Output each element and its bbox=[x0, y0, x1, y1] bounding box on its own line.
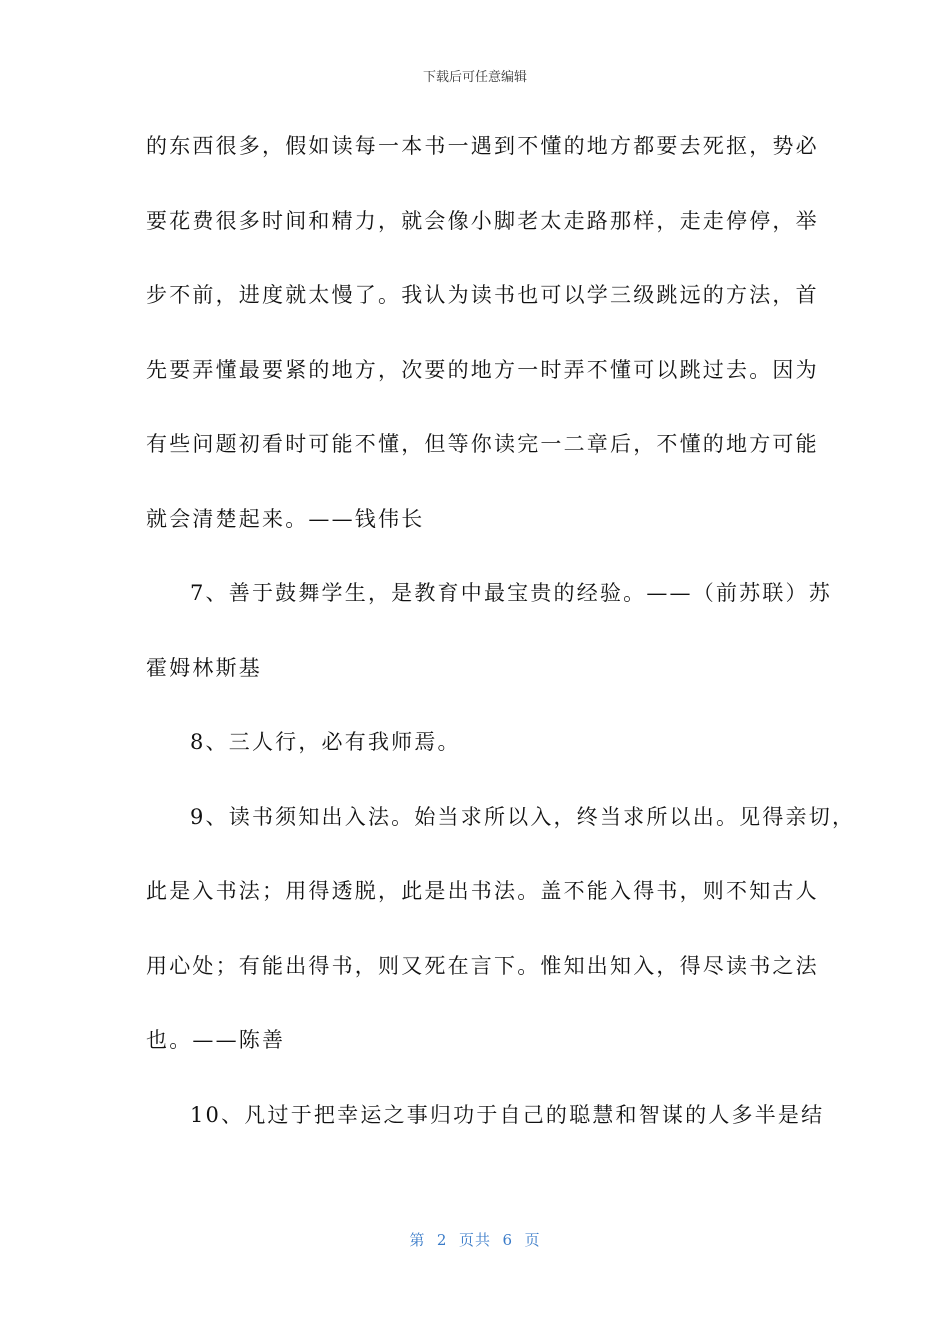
text-line: 有些问题初看时可能不懂，但等你读完一二章后，不懂的地方可能 bbox=[146, 432, 819, 456]
text-line: 此是入书法；用得透脱，此是出书法。盖不能入得书，则不知古人 bbox=[146, 879, 819, 903]
text-line: 步不前，进度就太慢了。我认为读书也可以学三级跳远的方法，首 bbox=[146, 283, 819, 307]
text-line: 要花费很多时间和精力，就会像小脚老太走路那样，走走停停，举 bbox=[146, 208, 819, 233]
text-line: 也。——陈善 bbox=[146, 1028, 286, 1052]
page-number-footer: 第 2 页共 6 页 bbox=[409, 1231, 541, 1249]
text-line: 的东西很多，假如读每一本书一遇到不懂的地方都要去死抠，势必 bbox=[146, 134, 819, 158]
text-line: 霍姆林斯基 bbox=[146, 655, 262, 680]
text-line: 先要弄懂最要紧的地方，次要的地方一时弄不懂可以跳过去。因为 bbox=[146, 357, 819, 382]
quote-7-line: 7、善于鼓舞学生，是教育中最宝贵的经验。——（前苏联）苏 bbox=[190, 581, 832, 605]
quote-8-line: 8、三人行，必有我师焉。 bbox=[190, 730, 461, 754]
text-line: 就会清楚起来。——钱伟长 bbox=[146, 506, 425, 531]
quote-10-line: 10、凡过于把幸运之事归功于自己的聪慧和智谋的人多半是结 bbox=[190, 1102, 825, 1127]
text-line: 用心处；有能出得书，则又死在言下。惟知出知入，得尽读书之法 bbox=[146, 953, 819, 978]
quote-9-line: 9、读书须知出入法。始当求所以入，终当求所以出。见得亲切， bbox=[190, 804, 856, 829]
page-header: 下载后可任意编辑 bbox=[422, 70, 527, 85]
document-body bbox=[146, 126, 856, 1169]
